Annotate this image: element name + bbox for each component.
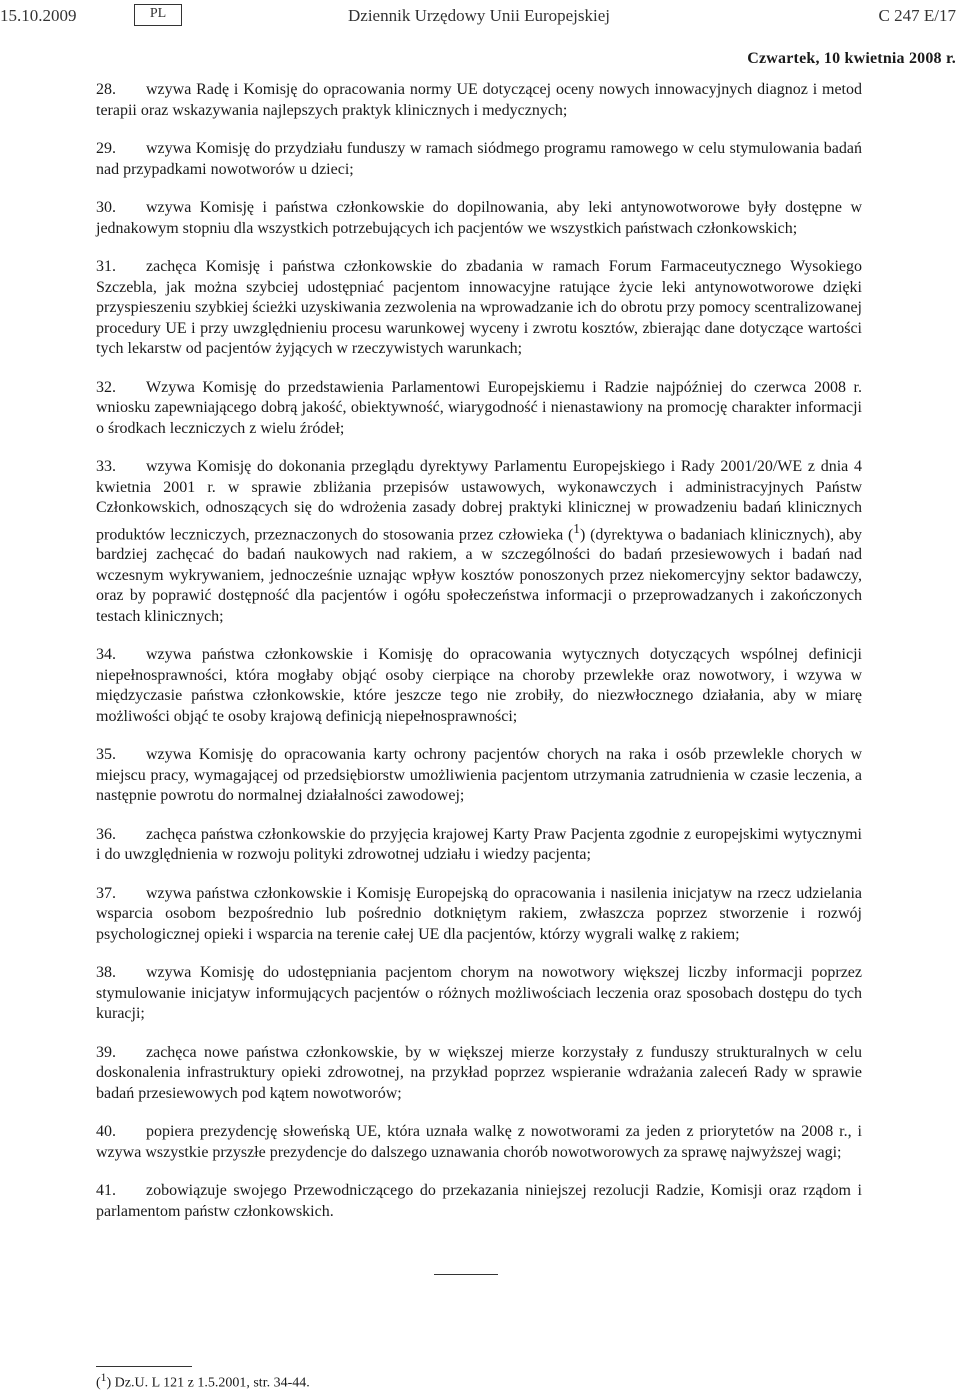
footnote-rule — [96, 1366, 192, 1367]
paragraph-31 — [96, 257, 862, 360]
paragraph-text: wzywa państwa członkowskie i Komisję Europejską do opracowania i nasilenia inicjatyw na rzecz udzielania wsparcia osobom bezpośrednio lub pośrednio dotkniętym rakiem, zwłaszcza poprzez stworzenie i rozwój psychologicznej opieki i wsparcia na terenie całej UE dla pacjentów, którzy wygrali walkę z rakiem; — [96, 884, 862, 943]
paragraph-text: wzywa Radę i Komisję do opracowania normy UE dotyczącej oceny nowych innowacyjnych diagnoz i metod terapii oraz wskazywania najlepszych praktyk klinicznych i medycznych; — [96, 81, 862, 119]
language-badge: PL — [134, 4, 182, 26]
paragraph-number: 34. — [96, 646, 116, 664]
paragraph-number: 29. — [96, 140, 116, 157]
footnote-reference[interactable]: 1 — [573, 520, 580, 536]
paragraph-text: wzywa państwa członkowskie i Komisję do opracowania wytycznych dotyczących wspólnej definicji niepełnosprawności, która mogłaby objąć osoby cierpiące na choroby przewlekłe oraz nowotwory, i wzywa w międzyczasie państwa członkowskie, które jeszcze tego nie zrobiły, do niezwłocznego działania, aby w miarę możliwości objąć te osoby krajową definicją niepełnosprawności; — [96, 646, 862, 725]
paragraph-text: zachęca państwa członkowskie do przyjęcia krajowej Karty Praw Pacjenta zgodnie z europejskimi wytycznymi i do uwzględnienia w rozwoju polityki zdrowotnej udziału i wiedzy pacjenta; — [96, 825, 862, 864]
publication-date: 15.10.2009 — [0, 6, 77, 25]
footnote-text: Dz.U. L 121 z 1.5.2001, str. 34-44. — [114, 1375, 310, 1391]
paragraph-35 — [96, 745, 862, 807]
paragraph-29 — [96, 139, 862, 180]
footnote: ($^1$) Dz.U. L 121 z 1.5.2001, str. 34-44. — [96, 1371, 310, 1391]
paragraph-text: wzywa Komisję do przydziału funduszy w ramach siódmego programu ramowego w celu stymulowania badań nad przypadkami nowotworów u dzieci; — [96, 140, 862, 178]
paragraph-33 — [96, 457, 862, 627]
paragraph-number: 37. — [96, 884, 116, 902]
section-divider — [434, 1274, 498, 1275]
paragraph-36 — [96, 825, 862, 866]
paragraph-text: zachęca nowe państwa członkowskie, by w większej mierze korzystały z funduszy strukturalnych w celu doskonalenia infrastruktury opieki zdrowotnej, na przykład poprzez wspieranie wdrażania zaleceń Rady w sprawie badań przesiewowych pod kątem nowotworów; — [96, 1043, 862, 1102]
journal-number: C 247 E/17 — [878, 6, 956, 25]
paragraph-41 — [96, 1181, 862, 1222]
paragraph-number: 32. — [96, 378, 116, 396]
paragraph-text-continued: ) (dyrektywa o badaniach klinicznych), aby bardziej zachęcać do badań naukowych nad rakiem, a w szczególności do badań przesiewowych i badań nad wczesnym wykrywaniem, jednocześnie uznając wpływ kosztów ponoszonych przez niekomercyjny sektor badawczy, oraz by poprawić dostępność dla pacjentów i ogółu społeczeństwa informacji o przeprowadzanych i zakończonych testach klinicznych; — [96, 525, 863, 625]
paragraph-text: Wzywa Komisję do przedstawienia Parlamentowi Europejskiemu i Radzie najpóźniej do czerwca 2008 r. wniosku zapewniającego dobrą jakość, obiektywność, wiarygodność i nienastawiony na promocję charakter informacji o środkach leczniczych z wielu źródeł; — [96, 378, 862, 437]
paragraph-number: 38. — [96, 964, 116, 982]
paragraph-34 — [96, 645, 862, 727]
paragraph-number: 28. — [96, 81, 116, 98]
page-header — [0, 4, 960, 28]
paragraph-28 — [96, 80, 862, 121]
paragraph-text: zobowiązuje swojego Przewodniczącego do przekazania niniejszej rezolucji Radzie, Komisji oraz rządom i parlamentom państw członkowskich. — [96, 1182, 862, 1220]
paragraph-text: wzywa Komisję do dokonania przeglądu dyrektywy Parlamentu Europejskiego i Rady 2001/20/WE z dnia 4 kwietnia 2001 r. w sprawie zbliżania przepisów ustawowych, wykonawczych i administracyjnych Państw Członkowskich, odnoszących się do wdrożenia zasady dobrej praktyki klinicznej w prowadzeniu badań klinicznych produktów leczniczych, przeznaczonych do stosowania przez człowieka ( — [96, 458, 862, 543]
paragraph-number: 36. — [96, 825, 116, 843]
footnote-marker: 1 — [100, 1371, 107, 1384]
resolution-text — [96, 80, 862, 1240]
paragraph-number: 31. — [96, 258, 116, 275]
paragraph-30 — [96, 198, 862, 239]
paragraph-number: 41. — [96, 1182, 116, 1200]
paragraph-38 — [96, 963, 862, 1025]
paragraph-text: wzywa Komisję do udostępniania pacjentom chorym na nowotwory większej liczby informacji poprzez stymulowanie inicjatyw informujących pacjentów o różnych możliwościach leczenia oraz sposobach dostępu do tych kuracji; — [96, 964, 862, 1023]
paragraph-39 — [96, 1043, 862, 1105]
paragraph-number: 35. — [96, 746, 116, 764]
paragraph-number: 39. — [96, 1043, 116, 1061]
paragraph-32 — [96, 378, 862, 440]
paragraph-number: 30. — [96, 199, 116, 216]
paragraph-number: 40. — [96, 1123, 116, 1141]
paragraph-37 — [96, 884, 862, 946]
journal-title: Dziennik Urzędowy Unii Europejskiej — [348, 6, 611, 25]
paragraph-text: zachęca Komisję i państwa członkowskie do zbadania w ramach Forum Farmaceutycznego Wysokiego Szczebla, jak można szybciej udostępniać pacjentom innowacyjne ratujące życie leki antynowotworowe dzięki przyspieszeniu szybkiej ścieżki uzyskiwania zezwolenia na wprowadzanie ich do obrotu przy pomocy scentralizowanej procedury UE i przy uwzględnieniu procesu warunkowej wyceny i zwrotu kosztów, zbierając dane dotyczące wartości tych lekarstw od pacjentów żyjących w rzeczywistych warunkach; — [96, 258, 862, 357]
paragraph-text: wzywa Komisję do opracowania karty ochrony pacjentów chorych na raka i osób przewlekle chorych w miejscu pracy, wymagającej od przedsiębiorstw umożliwienia pacjentom utrzymania zatrudnienia w czasie leczenia, a następnie powrotu do normalnej działalności zawodowej; — [96, 746, 862, 805]
paragraph-number: 33. — [96, 458, 116, 475]
paragraph-text: wzywa Komisję i państwa członkowskie do dopilnowania, aby leki antynowotworowe były dostępne w jednakowym stopniu dla wszystkich potrzebujących ich pacjentów we wszystkich państwach członkowskich; — [96, 199, 862, 237]
paragraph-text: popiera prezydencję słoweńską UE, która uznała walkę z nowotworami za jeden z priorytetów na 2008 r., i wzywa wszystkie przyszłe prezydencje do dalszego uznawania chorób nowotworowych za sprawę najwyższej wagi; — [96, 1123, 862, 1161]
session-date: Czwartek, 10 kwietnia 2008 r. — [747, 50, 956, 67]
paragraph-40 — [96, 1122, 862, 1163]
